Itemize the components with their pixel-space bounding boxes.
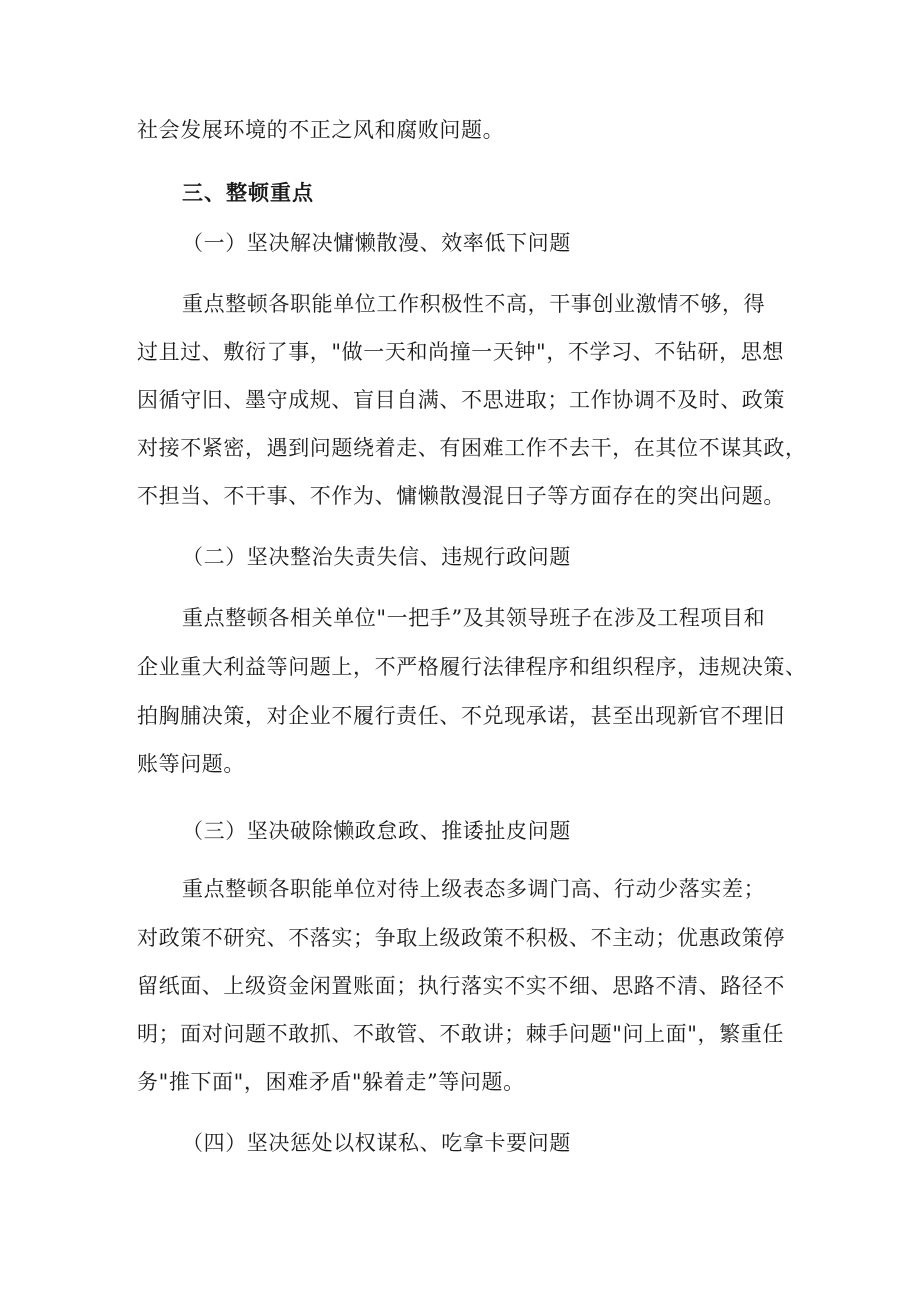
item-1-line-2: 过且过、敷衍了事，"做一天和尚撞一天钟"，不学习、不钻研，思想 bbox=[137, 340, 784, 364]
item-1-line-1: 重点整顿各职能单位工作积极性不高，干事创业激情不够，得 bbox=[182, 292, 766, 316]
item-1-line-3: 因循守旧、墨守成规、盲目自满、不思进取；工作协调不及时、政策 bbox=[137, 388, 785, 412]
item-1-line-5: 不担当、不干事、不作为、慵懒散漫混日子等方面存在的突出问题。 bbox=[137, 484, 785, 508]
section-title: 三、整顿重点 bbox=[182, 181, 314, 205]
item-2-line-3: 拍胸脯决策，对企业不履行责任、不兑现承诺，甚至出现新官不理旧 bbox=[137, 704, 785, 728]
item-4-title: （四）坚决惩处以权谋私、吃拿卡要问题 bbox=[182, 1131, 571, 1155]
item-2-line-2: 企业重大利益等问题上，不严格履行法律程序和组织程序，违规决策、 bbox=[137, 655, 807, 679]
item-3-line-2: 对政策不研究、不落实；争取上级政策不积极、不主动；优惠政策停 bbox=[137, 926, 785, 950]
item-1-title: （一）坚决解决慵懒散漫、效率低下问题 bbox=[182, 231, 571, 255]
item-2-line-1: 重点整顿各相关单位"一把手”及其领导班子在涉及工程项目和 bbox=[182, 606, 766, 630]
item-3-line-3: 留纸面、上级资金闲置账面；执行落实不实不细、思路不清、路径不 bbox=[137, 974, 785, 998]
item-3-line-4: 明；面对问题不敢抓、不敢管、不敢讲；棘手问题"问上面"，繁重任 bbox=[137, 1022, 784, 1046]
item-1-line-4: 对接不紧密，遇到问题绕着走、有困难工作不去干，在其位不谋其政， bbox=[137, 436, 807, 460]
item-2-title: （二）坚决整治失责失信、违规行政问题 bbox=[182, 545, 571, 569]
item-2-line-4: 账等问题。 bbox=[137, 752, 245, 776]
item-3-line-1: 重点整顿各职能单位对待上级表态多调门高、行动少落实差； bbox=[182, 877, 766, 901]
item-3-title: （三）坚决破除懒政怠政、推诿扯皮问题 bbox=[182, 819, 571, 843]
intro-tail-line: 社会发展环境的不正之风和腐败问题。 bbox=[137, 118, 505, 142]
item-3-line-5: 务"推下面"，困难矛盾"躲着走”等问题。 bbox=[137, 1070, 525, 1094]
